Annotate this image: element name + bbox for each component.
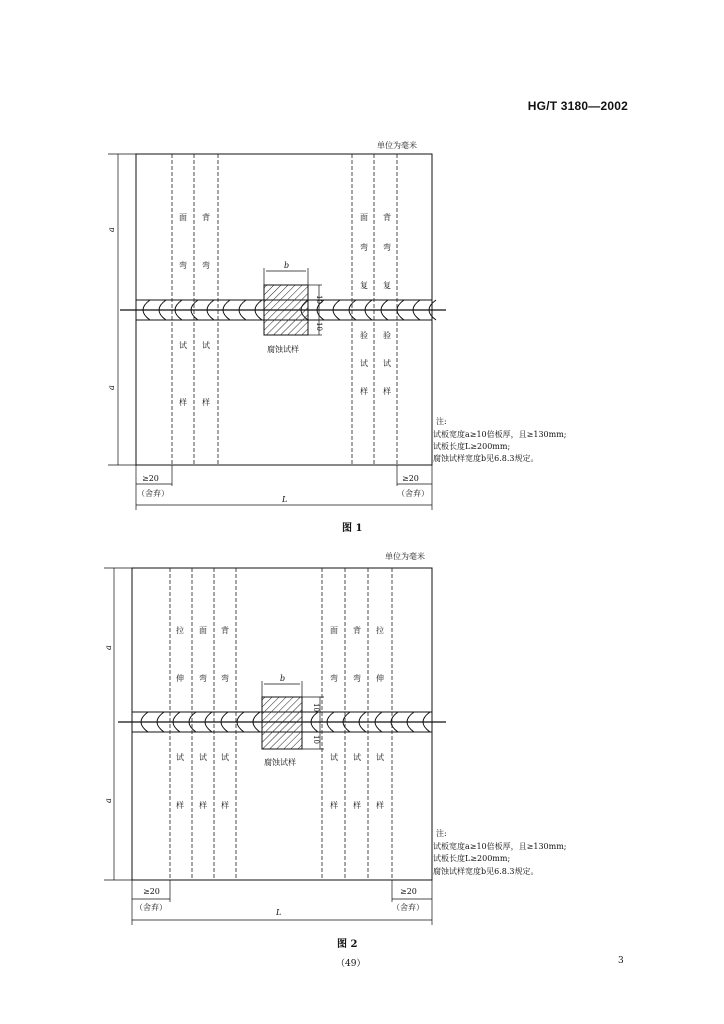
page-number-right: 3 [618,956,624,966]
label-f2-l2-2: 试 [221,753,229,762]
dim-10-bottom-2: 10 [312,735,320,744]
label-f1-l1-0: 背 [202,213,210,222]
label-f1-l0-1: 弯 [179,261,187,270]
discard-left-2: （舍弃） [135,903,167,912]
figure-1-caption: 图 1 [342,523,363,534]
corrosion-label: 腐蚀试样 [267,345,299,354]
dim-20-left-2: ≥20 [143,887,160,896]
label-f2-r0-2: 试 [330,753,338,762]
label-f2-r0-3: 样 [330,801,338,810]
left-specimen-labels-2 [176,625,229,810]
unit-label-2: 单位为毫米 [385,552,425,561]
note-0: 注: [436,417,447,426]
label-f1-r0-0: 面 [360,213,368,222]
figure-2-drawing [0,545,724,955]
label-f1-l1-1: 弯 [202,261,210,270]
label-f1-r0-4: 试 [360,359,368,368]
label-f2-r0-1: 弯 [330,674,338,683]
dim-bottom-lines-2 [132,880,432,925]
label-f2-r2-0: 拉 [376,626,384,635]
label-f2-r0-0: 面 [330,626,338,635]
dim-20-left: ≥20 [142,474,159,483]
note2-2: 试板长度L≥200mm; [433,854,511,863]
note-2: 试板长度L≥200mm; [433,442,511,451]
page-number-center: （49） [336,959,366,969]
discard-right: （舍弃） [397,489,429,498]
label-f1-l0-2: 试 [179,341,187,350]
discard-left: （舍弃） [137,489,169,498]
dim-a-lines-2 [104,568,132,880]
figure-1-notes [433,416,567,463]
dim-b: b [284,261,290,270]
label-f2-l1-2: 试 [199,753,207,762]
label-f2-l0-0: 拉 [176,626,184,635]
label-f2-l1-3: 样 [199,801,207,810]
label-f2-l1-1: 弯 [199,674,207,683]
label-f1-l1-2: 试 [202,341,210,350]
label-f1-r1-0: 背 [383,213,391,222]
label-f1-r1-1: 弯 [383,243,391,252]
label-f2-r1-1: 弯 [353,674,361,683]
label-f2-r1-3: 样 [353,801,361,810]
label-f2-l0-2: 试 [176,753,184,762]
label-f1-r0-2: 复 [360,281,368,290]
corrosion-specimen [264,285,308,335]
label-f1-r1-3: 验 [383,331,391,340]
label-f2-r1-2: 试 [353,753,361,762]
dim-L-2: L [276,908,282,917]
note-1: 试板宽度a≥10倍板厚，且≥130mm; [433,430,567,439]
label-f1-r1-2: 复 [383,281,391,290]
label-f2-r2-2: 试 [376,753,384,762]
label-f1-r1-4: 试 [383,359,391,368]
label-f2-r2-3: 样 [376,801,384,810]
label-f1-r0-5: 样 [360,387,368,396]
note2-3: 腐蚀试样宽度b见6.8.3规定。 [433,867,539,876]
label-f2-l2-0: 背 [221,626,229,635]
unit-label: 单位为毫米 [377,141,417,150]
corrosion-label-2: 腐蚀试样 [264,758,296,767]
dim-a-top: a [107,227,116,232]
label-f2-l0-1: 伸 [176,674,184,683]
note-3: 腐蚀试样宽度b见6.8.3规定。 [433,454,539,463]
label-f1-r0-1: 弯 [360,243,368,252]
dim-a-top-2: a [104,645,113,650]
corrosion-specimen-2 [262,697,302,749]
dim-10-top: 10 [315,295,323,304]
note2-1: 试板宽度a≥10倍板厚，且≥130mm; [433,842,567,851]
note2-0: 注: [436,829,447,838]
dim-b-2: b [280,674,286,683]
dim-20-right-2: ≥20 [400,887,417,896]
discard-right-2: （舍弃） [392,903,424,912]
label-f1-l1-3: 样 [202,398,210,407]
label-f1-r0-3: 验 [360,331,368,340]
right-specimen-labels [360,212,391,396]
dim-a-bottom-2: a [104,798,113,803]
label-f2-r2-1: 伸 [376,674,384,683]
dim-10-top-2: 10 [312,703,320,712]
figure-2-caption: 图 2 [337,939,358,950]
dim-L: L [282,495,288,504]
label-f2-l0-3: 样 [176,801,184,810]
dim-20-right: ≥20 [402,474,419,483]
label-f2-l2-3: 样 [221,801,229,810]
label-f1-l0-0: 面 [179,213,187,222]
label-f2-l1-0: 面 [199,626,207,635]
label-f1-l0-3: 样 [179,398,187,407]
figure-2 [0,545,724,955]
label-f1-r1-5: 样 [383,387,391,396]
label-f2-l2-1: 弯 [221,674,229,683]
figure-2-notes [433,828,567,876]
dim-10-bottom: 10 [315,322,323,331]
label-f2-r1-0: 背 [353,626,361,635]
standard-code: HG/T 3180—2002 [527,99,628,113]
dim-a-bottom: a [107,385,116,390]
